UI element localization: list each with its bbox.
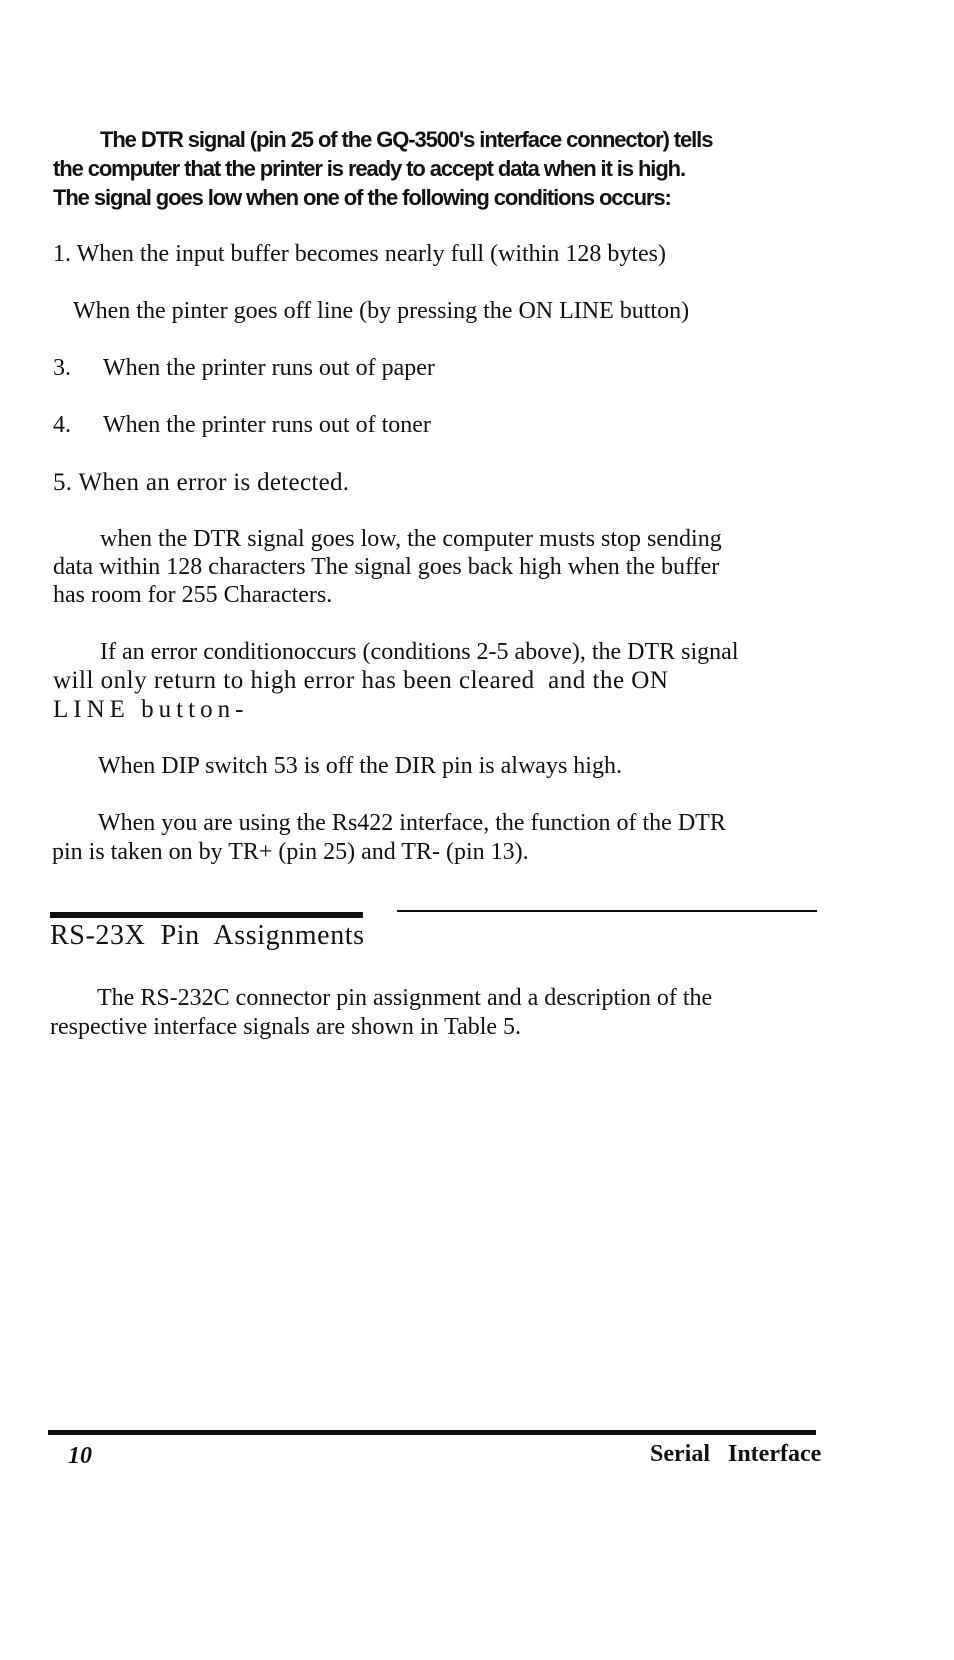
condition-item-1	[53, 240, 666, 269]
intro-line-3: The signal goes low when one of the following conditions occurs:	[53, 185, 671, 210]
condition-text: When the printer runs out of toner	[103, 412, 431, 438]
section-rule-thick	[50, 912, 363, 918]
condition-number: 4.	[53, 412, 71, 438]
dip-switch-line: When DIP switch 53 is off the DIR pin is always high.	[98, 753, 622, 779]
condition-text: When the printer runs out of paper	[103, 355, 435, 381]
condition-text: When the pinter goes off line (by pressing the ON LINE button)	[73, 298, 690, 324]
condition-number: 1.	[53, 241, 71, 267]
footer-section-title: Serial Interface	[650, 1441, 822, 1467]
condition-item-5	[53, 468, 349, 497]
condition-text: When the input buffer becomes nearly full (within 128 bytes)	[76, 241, 666, 267]
section-para-line-2: respective interface signals are shown in Table 5.	[50, 1014, 522, 1040]
error-line-1: If an error conditionoccurs (conditions 2-5 above), the DTR signal	[100, 639, 739, 665]
intro-line-2: the computer that the printer is ready to accept data when it is high.	[53, 156, 686, 181]
dtr-low-line-1: when the DTR signal goes low, the computer musts stop sending	[100, 526, 722, 552]
condition-number: 5.	[53, 469, 73, 496]
dtr-low-line-2: data within 128 characters The signal goes back high when the buffer	[53, 554, 720, 580]
section-para-line-1: The RS-232C connector pin assignment and a description of the	[97, 985, 713, 1011]
section-rule-thin	[397, 910, 817, 912]
rs422-line-1: When you are using the Rs422 interface, the function of the DTR	[98, 810, 726, 836]
footer-rule	[48, 1430, 816, 1435]
rs422-line-2: pin is taken on by TR+ (pin 25) and TR- (pin 13).	[52, 839, 529, 865]
intro-line-1: The DTR signal (pin 25 of the GQ-3500's interface connector) tells	[100, 127, 713, 152]
page-number: 10	[68, 1443, 92, 1469]
error-line-2: will only return to high error has been cleared and the ON	[53, 667, 669, 694]
condition-item-2	[73, 297, 689, 326]
dtr-low-line-3: has room for 255 Characters.	[53, 582, 333, 608]
condition-item-3	[53, 354, 435, 383]
error-line-3: LINE button-	[53, 696, 249, 723]
section-heading: RS-23X Pin Assignments	[50, 920, 365, 951]
condition-item-4	[53, 411, 431, 440]
condition-text: When an error is detected.	[78, 469, 350, 496]
condition-number: 3.	[53, 355, 71, 381]
